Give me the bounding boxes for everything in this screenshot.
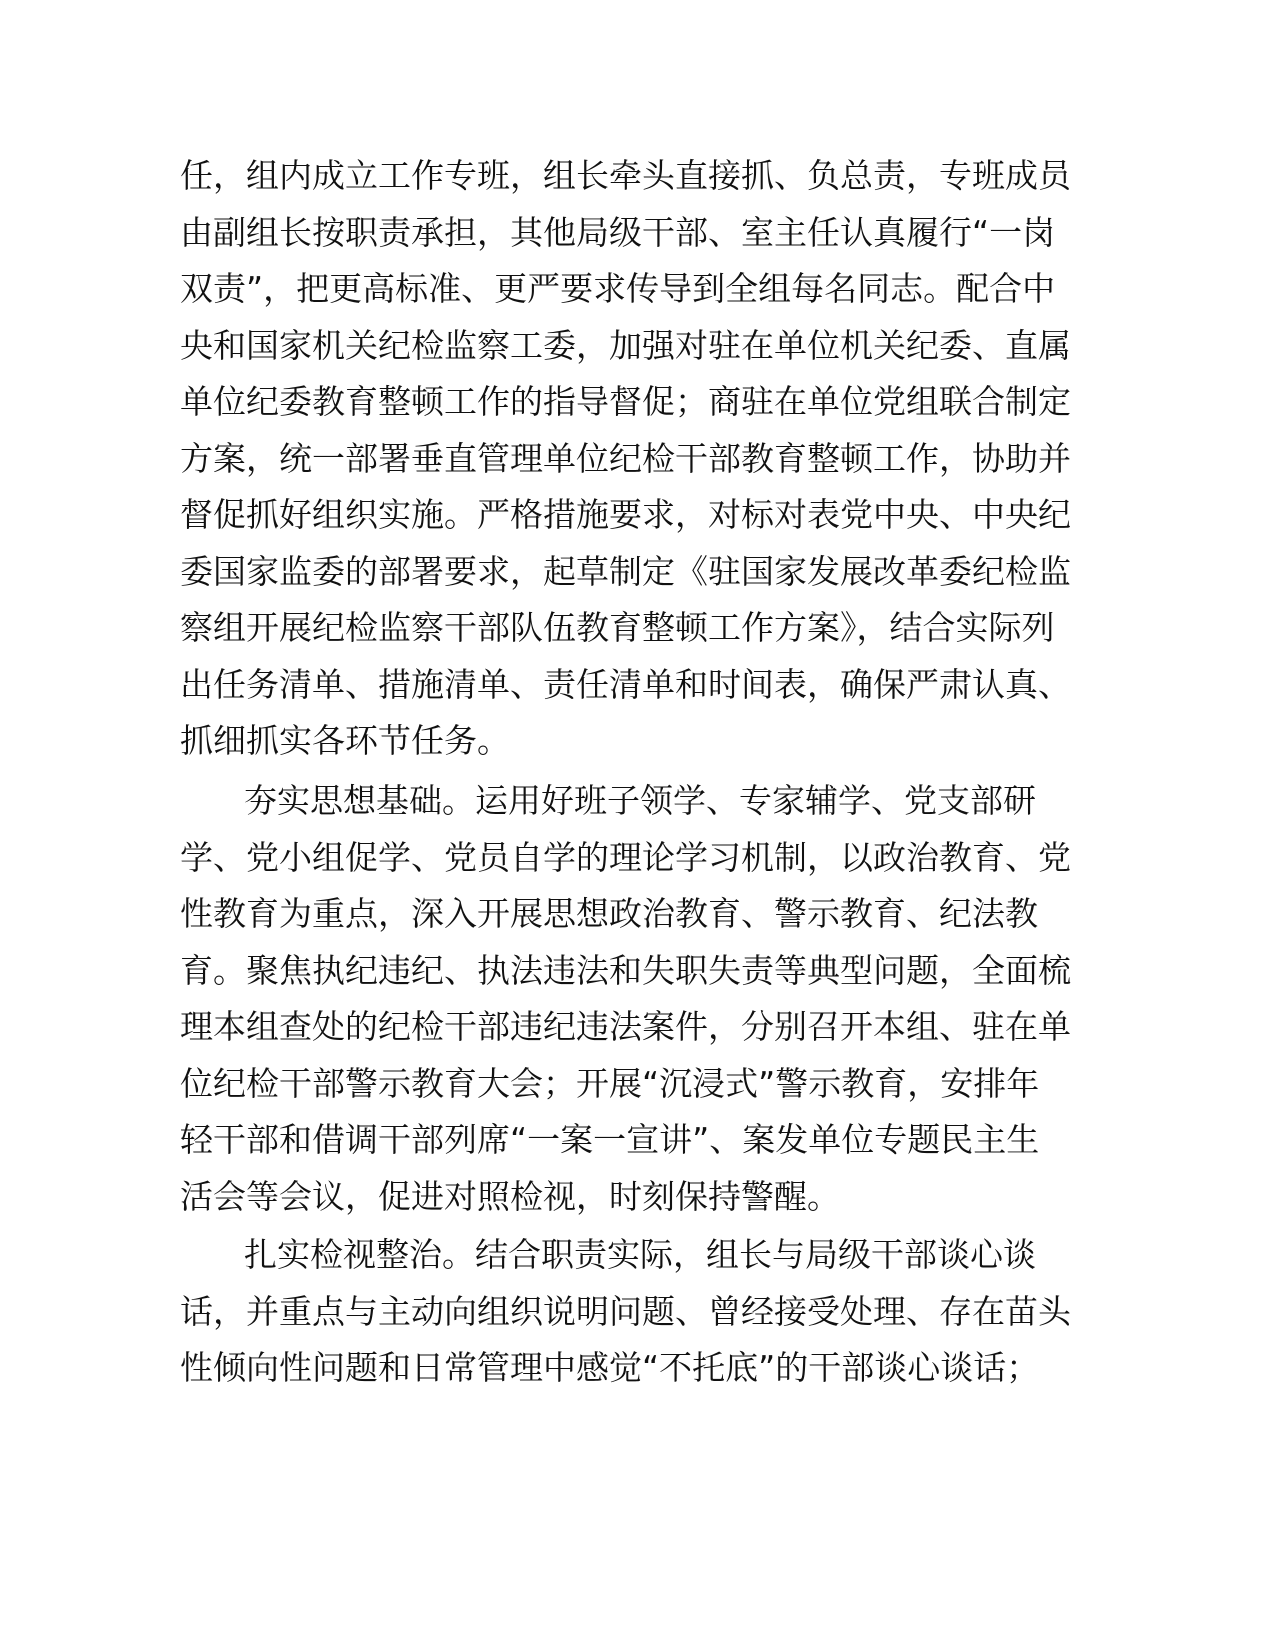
paragraph-line: 理本组查处的纪检干部违纪违法案件，分别召开本组、驻在单 [180, 1007, 1071, 1046]
paragraph-line: 性教育为重点，深入开展思想政治教育、警示教育、纪法教 [180, 894, 1038, 933]
paragraph-line: 性倾向性问题和日常管理中感觉“不托底”的干部谈心谈话； [180, 1348, 1040, 1387]
paragraph-line: 由副组长按职责承担，其他局级干部、室主任认真履行“一岗 [180, 212, 1056, 252]
paragraph-line: 话，并重点与主动向组织说明问题、曾经接受处理、存在苗头 [180, 1291, 1071, 1331]
paragraph-3 [180, 1227, 1071, 1397]
paragraph-line: 央和国家机关纪检监察工委，加强对驻在单位机关纪委、直属 [180, 325, 1071, 365]
paragraph-line: 任，组内成立工作专班，组长牵头直接抓、负总责，专班成员 [180, 156, 1071, 195]
paragraph-line: 轻干部和借调干部列席“一案一宣讲”、案发单位专题民主生 [180, 1120, 1040, 1159]
paragraph-1 [180, 148, 1071, 770]
paragraph-line: 学、党小组促学、党员自学的理论学习机制，以政治教育、党 [180, 837, 1071, 877]
paragraph-line-first: 扎实检视整治。结合职责实际，组长与局级干部谈心谈 [244, 1235, 1036, 1274]
paragraph-line: 委国家监委的部署要求，起草制定《驻国家发展改革委纪检监 [180, 551, 1071, 591]
paragraph-line: 抓细抓实各环节任务。 [180, 721, 510, 760]
paragraph-line: 双责”，把更高标准、更严要求传导到全组每名同志。配合中 [180, 269, 1056, 308]
paragraph-line: 方案，统一部署垂直管理单位纪检干部教育整顿工作，协助并 [180, 438, 1071, 478]
paragraph-line: 督促抓好组织实施。严格措施要求，对标对表党中央、中央纪 [180, 495, 1071, 534]
paragraph-line: 育。聚焦执纪违纪、执法违法和失职失责等典型问题，全面梳 [180, 950, 1071, 990]
paragraph-line: 察组开展纪检监察干部队伍教育整顿工作方案》，结合实际列 [180, 608, 1055, 647]
paragraph-line-first: 夯实思想基础。运用好班子领学、专家辅学、党支部研 [244, 781, 1036, 820]
paragraph-line: 活会等会议，促进对照检视，时刻保持警醒。 [180, 1176, 840, 1216]
paragraph-line: 单位纪委教育整顿工作的指导督促；商驻在单位党组联合制定 [180, 382, 1071, 421]
paragraph-2 [180, 773, 1071, 1225]
paragraph-line: 出任务清单、措施清单、责任清单和时间表，确保严肃认真、 [180, 664, 1071, 704]
paragraph-line: 位纪检干部警示教育大会；开展“沉浸式”警示教育，安排年 [180, 1063, 1040, 1103]
